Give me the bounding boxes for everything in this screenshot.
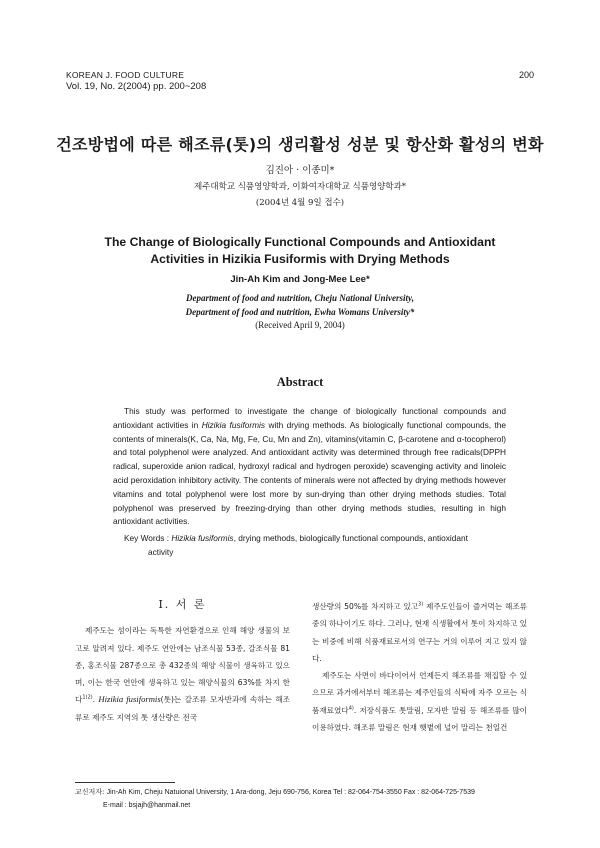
korean-affiliation: 제주대학교 식품영양학과, 이화여자대학교 식품영양학과* — [193, 182, 407, 192]
intro-text-c: (톳)는 갈조류 모자반과에 속하는 해조류로 제주도 지역의 톳 생산량은 전국 — [75, 695, 291, 722]
footnote-address: Jin-Ah Kim, Cheju Natuional University, 1 Ara-dong, Jeju 690-756, Korea Tel : 82-064-754-3550 Fax : 82-064-725-7539 — [106, 789, 475, 796]
intro-species: Hizikia fusiformis — [98, 694, 161, 705]
abstract-text — [113, 405, 506, 529]
citation-3: 3) — [418, 601, 424, 608]
footnote-email: E-mail : bsjajh@hanmail.net — [103, 802, 191, 809]
footnote-label: 교신저자: — [75, 788, 107, 796]
intro-text-a: 제주도는 섬이라는 독특한 자연환경으로 인해 해양 생물의 보고로 알려져 있다. 제주도 연안에는 남조식물 53종, 갈조식물 81종, 홍조식물 287종으로 총 432종의 해양 식물이 생육하고 있으며, 이는 한국 연안에 생육하고 있는 해양식물의 63%를 차지 한다 — [75, 626, 290, 705]
right-text-d: . 저장식품도 톳말림, 모자반 말림 등 해조류를 많이 이용하였다. 해조류 말림은 현재 햇볕에 널어 말리는 천일건 — [312, 705, 527, 733]
english-title-line2: Activities in Hizikia Fusiformis with Drying Methods — [150, 252, 450, 266]
volume-info: Vol. 19, No. 2(2004) pp. 200~208 — [66, 81, 207, 92]
right-text-b: 제주도인들이 즐겨먹는 해조류 중의 하나이기도 하다. 그러나, 현재 식생활에서 톳이 차지하고 있는 비중에 비해 식품재료로서의 연구는 거의 이루어 지고 있지 않다. — [312, 602, 527, 663]
keywords-label: Key Words : — [124, 533, 172, 543]
citation-4: 4) — [348, 705, 354, 712]
keywords-list: , drying methods, biologically functional compounds, antioxidant — [233, 533, 468, 543]
korean-received-date: (2004년 4월 9일 접수) — [255, 198, 345, 208]
intro-text-b: . — [92, 695, 99, 705]
footnote-divider — [75, 782, 175, 783]
abstract-species: Hizikia fusiformis — [201, 419, 266, 430]
citation-1-2: 1)2) — [82, 694, 93, 701]
keywords-species: Hizikia fusiformis — [171, 533, 234, 543]
english-title-line1: The Change of Biologically Functional Compounds and Antioxidant — [104, 235, 496, 249]
journal-name: KOREAN J. FOOD CULTURE — [66, 70, 185, 80]
corresponding-author-footnote — [75, 786, 475, 812]
intro-paragraph-2 — [312, 667, 527, 736]
body-left-column — [75, 596, 290, 726]
english-affiliation — [0, 291, 600, 319]
affiliation-line2: Department of food and nutrition, Ewha Womans University* — [185, 307, 415, 317]
right-text-c: 제주도는 사면이 바다이어서 언제든지 해조류를 채집할 수 있으므로 과거에서부터 해조류는 제주인들의 식탁에 자주 오르는 식품재료였다 — [312, 671, 527, 715]
abstract-heading: Abstract — [276, 375, 324, 389]
page-number: 200 — [519, 70, 535, 80]
english-title — [0, 234, 600, 268]
korean-title: 건조방법에 따른 해조류(톳)의 생리활성 성분 및 항산화 활성의 변화 — [56, 135, 544, 154]
body-right-column — [312, 598, 527, 736]
english-authors: Jin-Ah Kim and Jong-Mee Lee* — [230, 274, 370, 285]
korean-authors: 김진아 · 이종미* — [265, 165, 335, 176]
section-heading-introduction: I. 서 론 — [158, 598, 207, 611]
keywords — [113, 532, 506, 560]
intro-paragraph-1-cont — [312, 598, 527, 667]
affiliation-line1: Department of food and nutrition, Cheju National University, — [186, 293, 414, 303]
right-text-a: 생산량의 50%를 차지하고 있고 — [312, 602, 419, 611]
abstract-part1: This study was performed to investigate the change of biologically functional compounds and antioxidant activities in — [113, 406, 506, 430]
intro-paragraph-1 — [75, 622, 290, 726]
keywords-continued: activity — [148, 546, 174, 557]
english-received-date: (Received April 9, 2004) — [255, 320, 345, 330]
abstract-part2: with drying methods. As biologically functional compounds, the contents of minerals(K, Ca, Na, Mg, Fe, Cu, Mn and Zn), vitamins(vitamin C, β-carotene and α-tocopherol) and total polyphenol were analyzed. And antioxidant activity was determined through free radicals(DPPH radical, superoxide anion radical, hydroxyl radical and hydrogen peroxide) scavenging activity and linoleic acid peroxidation inhibitory activity. The contents of minerals were not affected by drying methods however vitamins and total polyphenol were lost more by sun-drying than other drying methods studies. Total polyphenol was preserved by freezing-drying than other drying methods studies, resulting in high antioxidant activities. — [113, 419, 506, 527]
